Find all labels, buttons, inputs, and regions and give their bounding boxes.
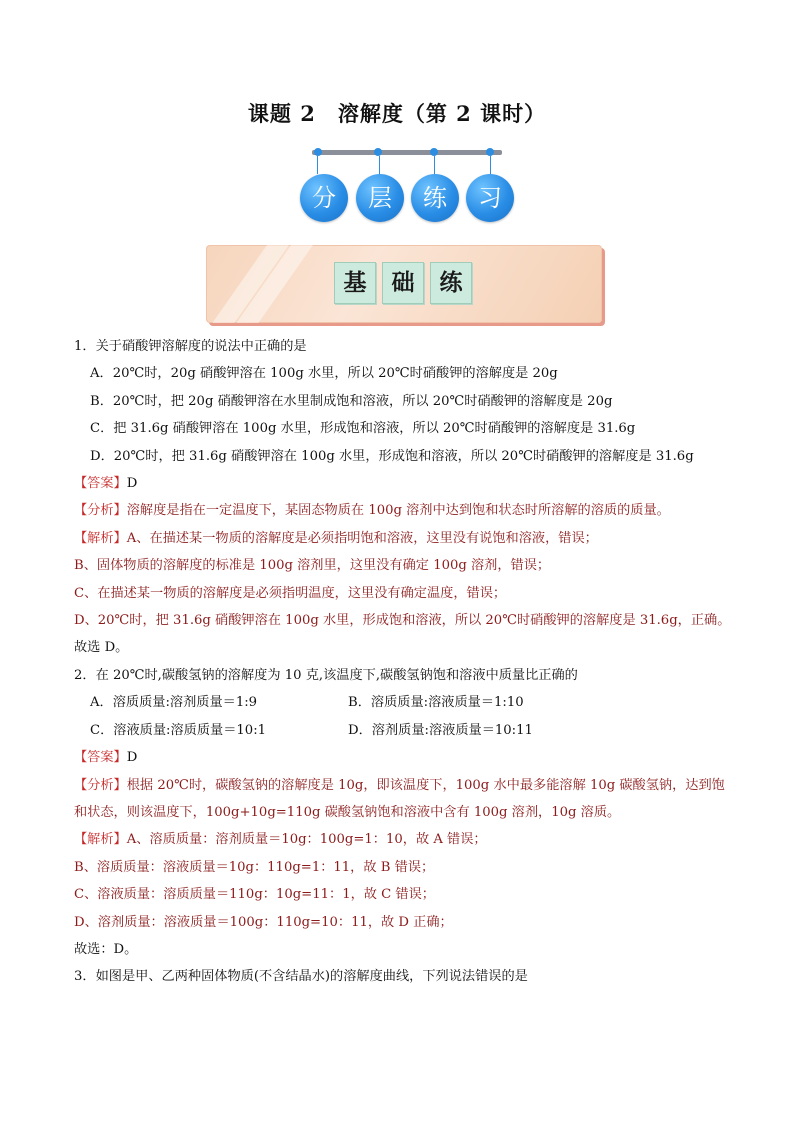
q1-explain-c: C、在描述某一物质的溶解度是必须指明温度，这里没有确定温度，错误；: [74, 585, 507, 601]
badge-char: 分: [300, 174, 348, 222]
answer-tag: 【答案】: [74, 476, 127, 492]
page-title: [0, 98, 794, 128]
explain-tag: 【解析】: [74, 832, 127, 848]
banner-char: 基: [334, 262, 376, 304]
q2-option-d: D．溶剂质量:溶液质量＝10:11: [348, 722, 533, 738]
explain-tag: 【解析】: [74, 530, 127, 546]
basic-practice-banner: [206, 245, 602, 323]
q2-explain-a: 【解析】A、溶质质量：溶剂质量＝10g：100g=1：10，故 A 错误；: [74, 832, 487, 848]
badge-char: 练: [411, 174, 459, 222]
lesson-topic: 溶解度（第 2 课时）: [337, 101, 547, 126]
q2-options-row-1: [74, 689, 734, 716]
q2-option-b: B．溶质质量:溶液质量＝1:10: [348, 695, 524, 711]
badge-char: 习: [466, 174, 514, 222]
q1-option-a: A．20℃时，20g 硝酸钾溶在 100g 水里，所以 20℃时硝酸钾的溶解度是 20g: [90, 366, 558, 382]
answer-value: D: [126, 476, 138, 492]
answer-tag: 【答案】: [74, 750, 127, 766]
q1-option-c: C．把 31.6g 硝酸钾溶在 100g 水里，形成饱和溶液，所以 20℃时硝酸钾的溶解度是 31.6g: [90, 421, 636, 437]
analysis-text: 根据 20℃时，碳酸氢钠的溶解度是 10g，即该温度下，100g 水中最多能溶解 10g 碳酸氢钠，达到饱和状态，则该温度下，100g+10g=110g 碳酸氢钠饱和溶液中含有 100g 溶剂，10g 溶质。: [74, 777, 725, 820]
q2-stem: 2．在 20℃时,碳酸氢钠的溶解度为 10 克,该温度下,碳酸氢钠饱和溶液中质量比正确的: [74, 667, 578, 683]
q1-explain-b: B、固体物质的溶解度的标准是 100g 溶剂里，这里没有确定 100g 溶剂，错误；: [74, 558, 551, 574]
q2-answer: [74, 744, 734, 771]
q1-stem: 1．关于硝酸钾溶解度的说法中正确的是: [74, 339, 307, 354]
q1-option-d: D．20℃时，把 31.6g 硝酸钾溶在 100g 水里，形成饱和溶液，所以 20℃时硝酸钾的溶解度是 31.6g: [90, 448, 694, 464]
q1-answer: [74, 470, 734, 497]
question-content: [74, 333, 734, 991]
q2-analysis: [74, 772, 734, 827]
banner-char: 练: [430, 262, 472, 304]
badge-char: 层: [356, 174, 404, 222]
banner-char: 础: [382, 262, 424, 304]
analysis-text: 溶解度是指在一定温度下，某固态物质在 100g 溶剂中达到饱和状态时所溶解的溶质的质量。: [126, 503, 670, 519]
q2-conclusion: 故选：D。: [74, 941, 138, 957]
q1-option-b: B．20℃时，把 20g 硝酸钾溶在水里制成饱和溶液，所以 20℃时硝酸钾的溶解度是 20g: [90, 393, 613, 409]
q2-explain-d: D、溶剂质量：溶液质量＝100g：110g=10：11，故 D 正确；: [74, 914, 453, 930]
q1-conclusion: 故选 D。: [74, 640, 129, 656]
analysis-tag: 【分析】: [74, 777, 127, 793]
q1-analysis: [74, 497, 734, 524]
q2-option-a: A．溶质质量:溶剂质量＝1:9: [90, 695, 258, 711]
answer-value: D: [126, 750, 138, 766]
q2-explain-b: B、溶质质量：溶液质量＝10g：110g=1：11，故 B 错误；: [74, 859, 435, 875]
analysis-tag: 【分析】: [74, 503, 127, 519]
q2-options-row-2: [74, 717, 734, 744]
q2-explain-c: C、溶液质量：溶质质量＝110g：10g=11：1，故 C 错误；: [74, 887, 435, 903]
layered-practice-badge: [300, 156, 514, 226]
q1-explain-d: D、20℃时，把 31.6g 硝酸钾溶在 100g 水里，形成饱和溶液，所以 20℃时硝酸钾的溶解度是 31.6g，正确。: [74, 613, 731, 629]
q2-option-c: C．溶液质量:溶质质量＝10:1: [90, 722, 267, 738]
lesson-number: 课题 2: [247, 101, 316, 126]
q3-stem: 3．如图是甲、乙两种固体物质(不含结晶水)的溶解度曲线，下列说法错误的是: [74, 969, 528, 985]
q1-explain-a: 【解析】A、在描述某一物质的溶解度是必须指明饱和溶液，这里没有说饱和溶液，错误；: [74, 530, 598, 546]
